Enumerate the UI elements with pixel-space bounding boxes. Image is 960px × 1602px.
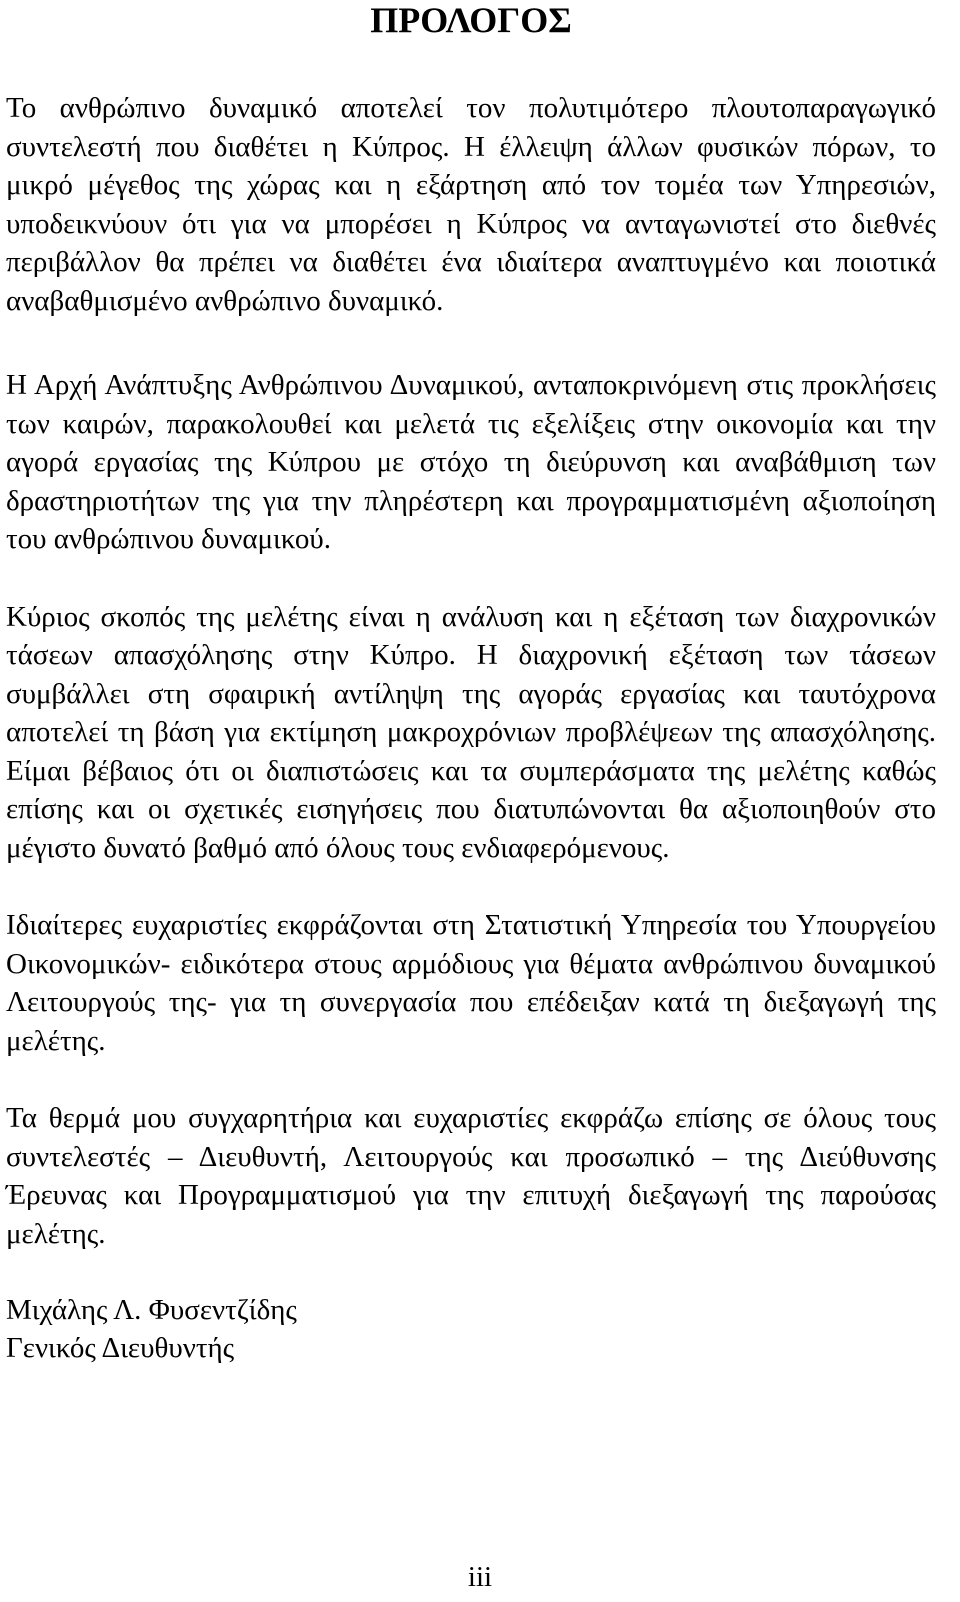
paragraph-thanks-staff: Τα θερμά μου συγχαρητήρια και ευχαριστίες εκφράζω επίσης σε όλους τους συντελεστές – Διευθυντή, Λειτουργούς και προσωπικό – της Διεύθυνσης Έρευνας και Προγραμματισμού για την επιτυχή διεξαγωγή της παρούσας μελέτης. — [6, 1102, 936, 1250]
paragraph-purpose: Κύριος σκοπός της μελέτης είναι η ανάλυση και η εξέταση των διαχρονικών τάσεων απασχόλησης στην Κύπρο. Η διαχρονική εξέταση των τάσεων συμβάλλει στη σφαιρική αντίληψη της αγοράς εργασίας και ταυτόχρονα αποτελεί τη βάση για εκτίμηση μακροχρόνιων προβλέψεων της απασχόλησης. Είμαι βέβαιος ότι οι διαπιστώσεις και τα συμπεράσματα της μελέτης καθώς επίσης και οι σχετικές εισηγήσεις που διατυπώνονται θα αξιοποιηθούν στο μέγιστο δυνατό βαθμό από όλους τους ενδιαφερόμενους. — [6, 600, 936, 864]
page-title: ΠΡΟΛΟΓΟΣ — [370, 0, 572, 40]
signature-block — [6, 1291, 936, 1367]
signature-role: Γενικός Διευθυντής — [6, 1332, 235, 1364]
paragraph-authority: Η Αρχή Ανάπτυξης Ανθρώπινου Δυναμικού, ανταποκρινόμενη στις προκλήσεις των καιρών, παρακολουθεί και μελετά τις εξελίξεις στην οικονομία και την αγορά εργασίας της Κύπρου με στόχο τη διεύρυνση και αναβάθμιση των δραστηριοτήτων της για την πληρέστερη και προγραμματισμένη αξιοποίηση του ανθρώπινου δυναμικού. — [6, 369, 936, 555]
page-number: iii — [467, 1561, 493, 1593]
paragraph-thanks-statistics: Ιδιαίτερες ευχαριστίες εκφράζονται στη Στατιστική Υπηρεσία του Υπουργείου Οικονομικών- ειδικότερα στους αρμόδιους για θέματα ανθρώπινου δυναμικού Λειτουργούς της- για τη συνεργασία που επέδειξαν κατά τη διεξαγωγή της μελέτης. — [6, 909, 936, 1057]
document-page — [6, 0, 936, 1367]
signature-name: Μιχάλης Λ. Φυσεντζίδης — [6, 1294, 297, 1326]
paragraph-intro: Το ανθρώπινο δυναμικό αποτελεί τον πολυτιμότερο πλουτοπαραγωγικό συντελεστή που διαθέτει η Κύπρος. Η έλλειψη άλλων φυσικών πόρων, το μικρό μέγεθος της χώρας και η εξάρτηση από τον τομέα των Υπηρεσιών, υποδεικνύουν ότι για να μπορέσει η Κύπρος να ανταγωνιστεί στο διεθνές περιβάλλον θα πρέπει να διαθέτει ένα ιδιαίτερα αναπτυγμένο και ποιοτικά αναβαθμισμένο ανθρώπινο δυναμικό. — [6, 92, 936, 317]
